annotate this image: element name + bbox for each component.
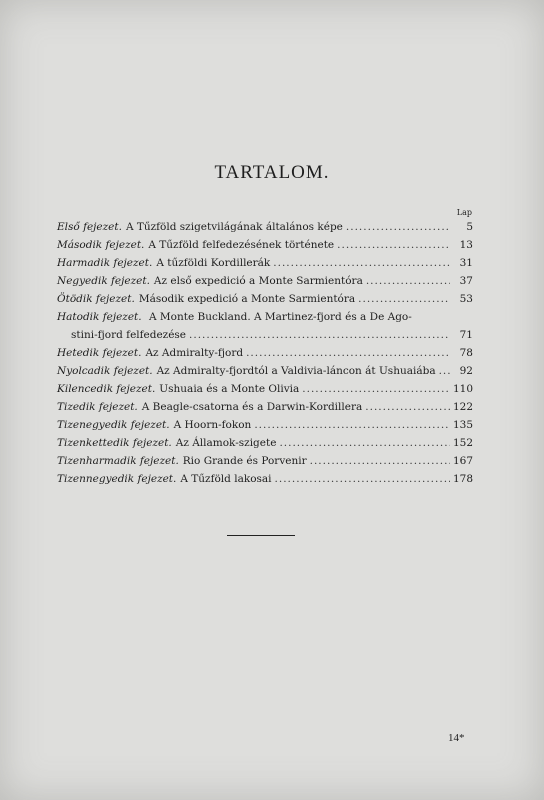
toc-chapter: Első fejezet.: [57, 221, 122, 233]
toc-chapter: Negyedik fejezet.: [57, 275, 150, 287]
toc-title-continuation: stini-fjord felfedezése: [71, 329, 187, 341]
toc-page-number: 178: [452, 473, 473, 485]
toc-leader-dots: [275, 470, 450, 488]
toc-chapter: Kilencedik fejezet.: [57, 383, 156, 395]
toc-page-number: 78: [459, 347, 473, 359]
toc-entry: [57, 308, 473, 344]
toc-chapter: Hatodik fejezet.: [57, 311, 142, 323]
toc-page-number: 71: [459, 329, 473, 341]
toc-leader-dots: [254, 416, 450, 434]
toc-entry: [57, 362, 473, 380]
toc-entry: [57, 434, 473, 452]
toc-leader-dots: [358, 290, 450, 308]
toc-title: A Tűzföld felfedezésének története: [148, 239, 335, 251]
toc-title: Ushuaia és a Monte Olivia: [159, 383, 300, 395]
section-divider: [227, 535, 295, 536]
toc-entry: [57, 218, 473, 236]
toc-chapter: Tizedik fejezet.: [57, 401, 138, 413]
toc-page-number: 110: [452, 383, 473, 395]
toc-chapter: Tizenkettedik fejezet.: [57, 437, 172, 449]
toc-page-number: 5: [466, 221, 473, 233]
toc-title: Az Államok-szigete: [175, 437, 277, 449]
toc-page-number: 31: [459, 257, 473, 269]
toc-page-number: 122: [452, 401, 473, 413]
toc-title: A Monte Buckland. A Martinez-fjord és a De Ago-: [148, 311, 412, 323]
toc-leader-dots: [279, 434, 450, 452]
folio-mark: 14*: [448, 732, 465, 744]
toc-page-number: 135: [452, 419, 473, 431]
toc-leader-dots: [366, 272, 450, 290]
toc-chapter: Tizennegyedik fejezet.: [57, 473, 177, 485]
toc-entry-second-line: [57, 326, 473, 344]
toc-page-number: 13: [459, 239, 473, 251]
toc-chapter: Hetedik fejezet.: [57, 347, 142, 359]
toc-entry: [57, 290, 473, 308]
toc-leader-dots: [337, 236, 450, 254]
toc-chapter: Ötödik fejezet.: [57, 293, 135, 305]
toc-chapter: Tizenegyedik fejezet.: [57, 419, 170, 431]
toc-title: A Tűzföld lakosai: [180, 473, 272, 485]
toc-title: Az Admiralty-fjord: [145, 347, 244, 359]
toc-entry: [57, 254, 473, 272]
toc-chapter: Nyolcadik fejezet.: [57, 365, 153, 377]
toc-title: Rio Grande és Porvenir: [182, 455, 307, 467]
toc-page-number: 53: [459, 293, 473, 305]
toc-chapter: Tizenharmadik fejezet.: [57, 455, 179, 467]
toc-leader-dots: [273, 254, 450, 272]
toc-entry: [57, 236, 473, 254]
toc-title: A Hoorn-fokon: [173, 419, 252, 431]
toc-page-number: 152: [452, 437, 473, 449]
toc-chapter: Második fejezet.: [57, 239, 145, 251]
toc-title: A tűzföldi Kordillerák: [156, 257, 271, 269]
toc-title: Az Admiralty-fjordtól a Valdivia-láncon át Ushuaiába: [156, 365, 436, 377]
toc-title: A Tűzföld szigetvilágának általános képe: [125, 221, 343, 233]
toc-entry: [57, 416, 473, 434]
toc-leader-dots: [439, 362, 450, 380]
toc-entry-first-line: [57, 308, 473, 326]
toc-leader-dots: [365, 398, 450, 416]
toc-entry: [57, 452, 473, 470]
toc-page-number: 92: [459, 365, 473, 377]
toc-page-number: 167: [452, 455, 473, 467]
toc-title: Második expedició a Monte Sarmientóra: [138, 293, 356, 305]
page-column-label: Lap: [456, 208, 472, 217]
toc-leader-dots: [346, 218, 450, 236]
toc-title: Az első expedició a Monte Sarmientóra: [153, 275, 363, 287]
page-title: TARTALOM.: [214, 162, 330, 183]
toc-entry: [57, 344, 473, 362]
toc-leader-dots: [246, 344, 450, 362]
toc-entry: [57, 380, 473, 398]
toc-chapter: Harmadik fejezet.: [57, 257, 153, 269]
toc-leader-dots: [189, 326, 450, 344]
table-of-contents: [57, 218, 473, 488]
toc-entry: [57, 398, 473, 416]
toc-entry: [57, 470, 473, 488]
toc-title: A Beagle-csatorna és a Darwin-Kordillera: [141, 401, 363, 413]
toc-entry: [57, 272, 473, 290]
toc-page-number: 37: [459, 275, 473, 287]
toc-leader-dots: [302, 380, 450, 398]
toc-leader-dots: [310, 452, 450, 470]
